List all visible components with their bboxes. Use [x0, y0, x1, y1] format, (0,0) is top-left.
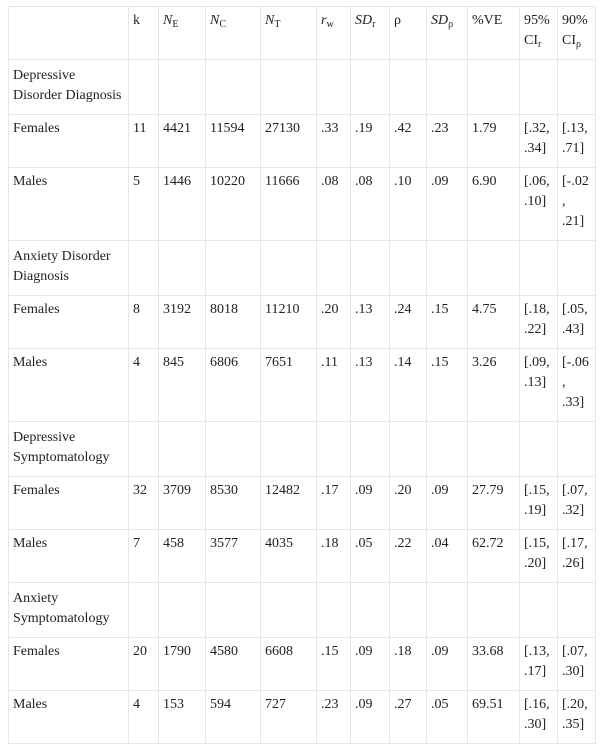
cell-ne: 1446	[159, 168, 206, 241]
empty-cell	[159, 241, 206, 296]
cell-k: 7	[129, 530, 159, 583]
cell-ne: 458	[159, 530, 206, 583]
empty-cell	[520, 583, 558, 638]
empty-cell	[206, 241, 261, 296]
header-ci90: 90% $CI_\rho$	[558, 7, 596, 60]
row-label: Females	[9, 296, 129, 349]
cell-nc: 8530	[206, 477, 261, 530]
header-nc: $N_C$	[206, 7, 261, 60]
cell-rw: .15	[317, 638, 351, 691]
empty-cell	[129, 241, 159, 296]
row-label: Males	[9, 691, 129, 744]
section-title: Anxiety Disorder Diagnosis	[9, 241, 129, 296]
cell-rw: .18	[317, 530, 351, 583]
empty-cell	[317, 241, 351, 296]
header-sdr: $SD_r$	[351, 7, 390, 60]
section-row	[9, 60, 596, 115]
cell-rw: .08	[317, 168, 351, 241]
empty-cell	[317, 422, 351, 477]
cell-ve: 3.26	[468, 349, 520, 422]
cell-rw: .23	[317, 691, 351, 744]
cell-k: 8	[129, 296, 159, 349]
empty-cell	[468, 422, 520, 477]
cell-rho: .42	[390, 115, 427, 168]
cell-ne: 153	[159, 691, 206, 744]
cell-ci90: [.07, .32]	[558, 477, 596, 530]
cell-k: 11	[129, 115, 159, 168]
header-blank	[9, 7, 129, 60]
cell-ve: 6.90	[468, 168, 520, 241]
row-label: Females	[9, 638, 129, 691]
empty-cell	[159, 422, 206, 477]
cell-ci90: [-.06, .33]	[558, 349, 596, 422]
section-title: Depressive Symptomatology	[9, 422, 129, 477]
cell-k: 5	[129, 168, 159, 241]
cell-ci95: [.15, .20]	[520, 530, 558, 583]
header-ci95: 95% $CI_r$	[520, 7, 558, 60]
cell-ci95: [.32, .34]	[520, 115, 558, 168]
cell-ve: 4.75	[468, 296, 520, 349]
cell-ci90: [.17, .26]	[558, 530, 596, 583]
cell-rho: .24	[390, 296, 427, 349]
cell-ci90: [-.02, .21]	[558, 168, 596, 241]
cell-nc: 11594	[206, 115, 261, 168]
empty-cell	[520, 241, 558, 296]
cell-ve: 69.51	[468, 691, 520, 744]
meta-analysis-table	[8, 6, 596, 744]
empty-cell	[427, 583, 468, 638]
cell-ve: 27.79	[468, 477, 520, 530]
empty-cell	[468, 241, 520, 296]
empty-cell	[427, 60, 468, 115]
cell-sdr: .05	[351, 530, 390, 583]
cell-ne: 3709	[159, 477, 206, 530]
cell-k: 32	[129, 477, 159, 530]
empty-cell	[351, 583, 390, 638]
cell-sdrho: .04	[427, 530, 468, 583]
empty-cell	[261, 60, 317, 115]
section-title: Anxiety Symptomatology	[9, 583, 129, 638]
cell-sdr: .13	[351, 349, 390, 422]
empty-cell	[390, 422, 427, 477]
empty-cell	[129, 60, 159, 115]
cell-rw: .11	[317, 349, 351, 422]
cell-sdr: .08	[351, 168, 390, 241]
cell-ci95: [.18, .22]	[520, 296, 558, 349]
cell-nt: 27130	[261, 115, 317, 168]
empty-cell	[317, 60, 351, 115]
empty-cell	[558, 241, 596, 296]
cell-ci95: [.09, .13]	[520, 349, 558, 422]
section-title: Depressive Disorder Diagnosis	[9, 60, 129, 115]
cell-ve: 33.68	[468, 638, 520, 691]
header-sdrho: $SD_\rho$	[427, 7, 468, 60]
cell-k: 20	[129, 638, 159, 691]
cell-nt: 6608	[261, 638, 317, 691]
empty-cell	[558, 583, 596, 638]
empty-cell	[427, 241, 468, 296]
row-label: Males	[9, 349, 129, 422]
header-ve: %VE	[468, 7, 520, 60]
empty-cell	[558, 422, 596, 477]
empty-cell	[317, 583, 351, 638]
cell-rw: .20	[317, 296, 351, 349]
empty-cell	[468, 583, 520, 638]
cell-rw: .17	[317, 477, 351, 530]
empty-cell	[206, 583, 261, 638]
empty-cell	[206, 60, 261, 115]
cell-sdrho: .15	[427, 349, 468, 422]
cell-rho: .20	[390, 477, 427, 530]
table-row	[9, 349, 596, 422]
cell-sdrho: .05	[427, 691, 468, 744]
header-k: k	[129, 7, 159, 60]
cell-ve: 1.79	[468, 115, 520, 168]
cell-nc: 10220	[206, 168, 261, 241]
cell-rho: .27	[390, 691, 427, 744]
table-body	[9, 60, 596, 744]
empty-cell	[468, 60, 520, 115]
section-row	[9, 422, 596, 477]
cell-nt: 4035	[261, 530, 317, 583]
cell-nc: 6806	[206, 349, 261, 422]
section-row	[9, 583, 596, 638]
cell-nt: 11210	[261, 296, 317, 349]
cell-ne: 4421	[159, 115, 206, 168]
table-wrapper	[8, 6, 596, 744]
cell-k: 4	[129, 691, 159, 744]
header-rho: ρ	[390, 7, 427, 60]
cell-nc: 4580	[206, 638, 261, 691]
table-row	[9, 691, 596, 744]
cell-nt: 12482	[261, 477, 317, 530]
cell-k: 4	[129, 349, 159, 422]
cell-sdr: .09	[351, 638, 390, 691]
cell-nt: 7651	[261, 349, 317, 422]
cell-nc: 3577	[206, 530, 261, 583]
header-nt: $N_T$	[261, 7, 317, 60]
empty-cell	[159, 60, 206, 115]
empty-cell	[261, 583, 317, 638]
cell-sdrho: .23	[427, 115, 468, 168]
cell-ci95: [.06, .10]	[520, 168, 558, 241]
table-row	[9, 477, 596, 530]
table-row	[9, 115, 596, 168]
empty-cell	[261, 422, 317, 477]
empty-cell	[351, 422, 390, 477]
empty-cell	[390, 583, 427, 638]
cell-sdr: .13	[351, 296, 390, 349]
cell-ne: 3192	[159, 296, 206, 349]
cell-rho: .22	[390, 530, 427, 583]
cell-ci90: [.20, .35]	[558, 691, 596, 744]
empty-cell	[520, 60, 558, 115]
row-label: Females	[9, 115, 129, 168]
cell-ci90: [.07, .30]	[558, 638, 596, 691]
empty-cell	[558, 60, 596, 115]
cell-rw: .33	[317, 115, 351, 168]
empty-cell	[520, 422, 558, 477]
cell-ci95: [.13, .17]	[520, 638, 558, 691]
section-row	[9, 241, 596, 296]
cell-sdr: .09	[351, 691, 390, 744]
table-row	[9, 530, 596, 583]
empty-cell	[261, 241, 317, 296]
empty-cell	[390, 241, 427, 296]
table-row	[9, 638, 596, 691]
cell-ci90: [.13, .71]	[558, 115, 596, 168]
cell-nc: 8018	[206, 296, 261, 349]
cell-sdrho: .09	[427, 168, 468, 241]
empty-cell	[206, 422, 261, 477]
cell-sdrho: .09	[427, 638, 468, 691]
cell-ve: 62.72	[468, 530, 520, 583]
header-ne: $N_E$	[159, 7, 206, 60]
cell-ne: 845	[159, 349, 206, 422]
cell-nt: 11666	[261, 168, 317, 241]
cell-sdr: .19	[351, 115, 390, 168]
cell-rho: .10	[390, 168, 427, 241]
cell-ci90: [.05, .43]	[558, 296, 596, 349]
header-row	[9, 7, 596, 60]
empty-cell	[351, 60, 390, 115]
cell-rho: .14	[390, 349, 427, 422]
cell-sdr: .09	[351, 477, 390, 530]
table-row	[9, 168, 596, 241]
empty-cell	[427, 422, 468, 477]
empty-cell	[129, 583, 159, 638]
row-label: Females	[9, 477, 129, 530]
cell-ne: 1790	[159, 638, 206, 691]
table-row	[9, 296, 596, 349]
empty-cell	[351, 241, 390, 296]
cell-ci95: [.15, .19]	[520, 477, 558, 530]
cell-nt: 727	[261, 691, 317, 744]
empty-cell	[390, 60, 427, 115]
cell-rho: .18	[390, 638, 427, 691]
empty-cell	[129, 422, 159, 477]
cell-sdrho: .15	[427, 296, 468, 349]
empty-cell	[159, 583, 206, 638]
row-label: Males	[9, 530, 129, 583]
cell-ci95: [.16, .30]	[520, 691, 558, 744]
cell-nc: 594	[206, 691, 261, 744]
header-rw: $r_w$	[317, 7, 351, 60]
row-label: Males	[9, 168, 129, 241]
cell-sdrho: .09	[427, 477, 468, 530]
